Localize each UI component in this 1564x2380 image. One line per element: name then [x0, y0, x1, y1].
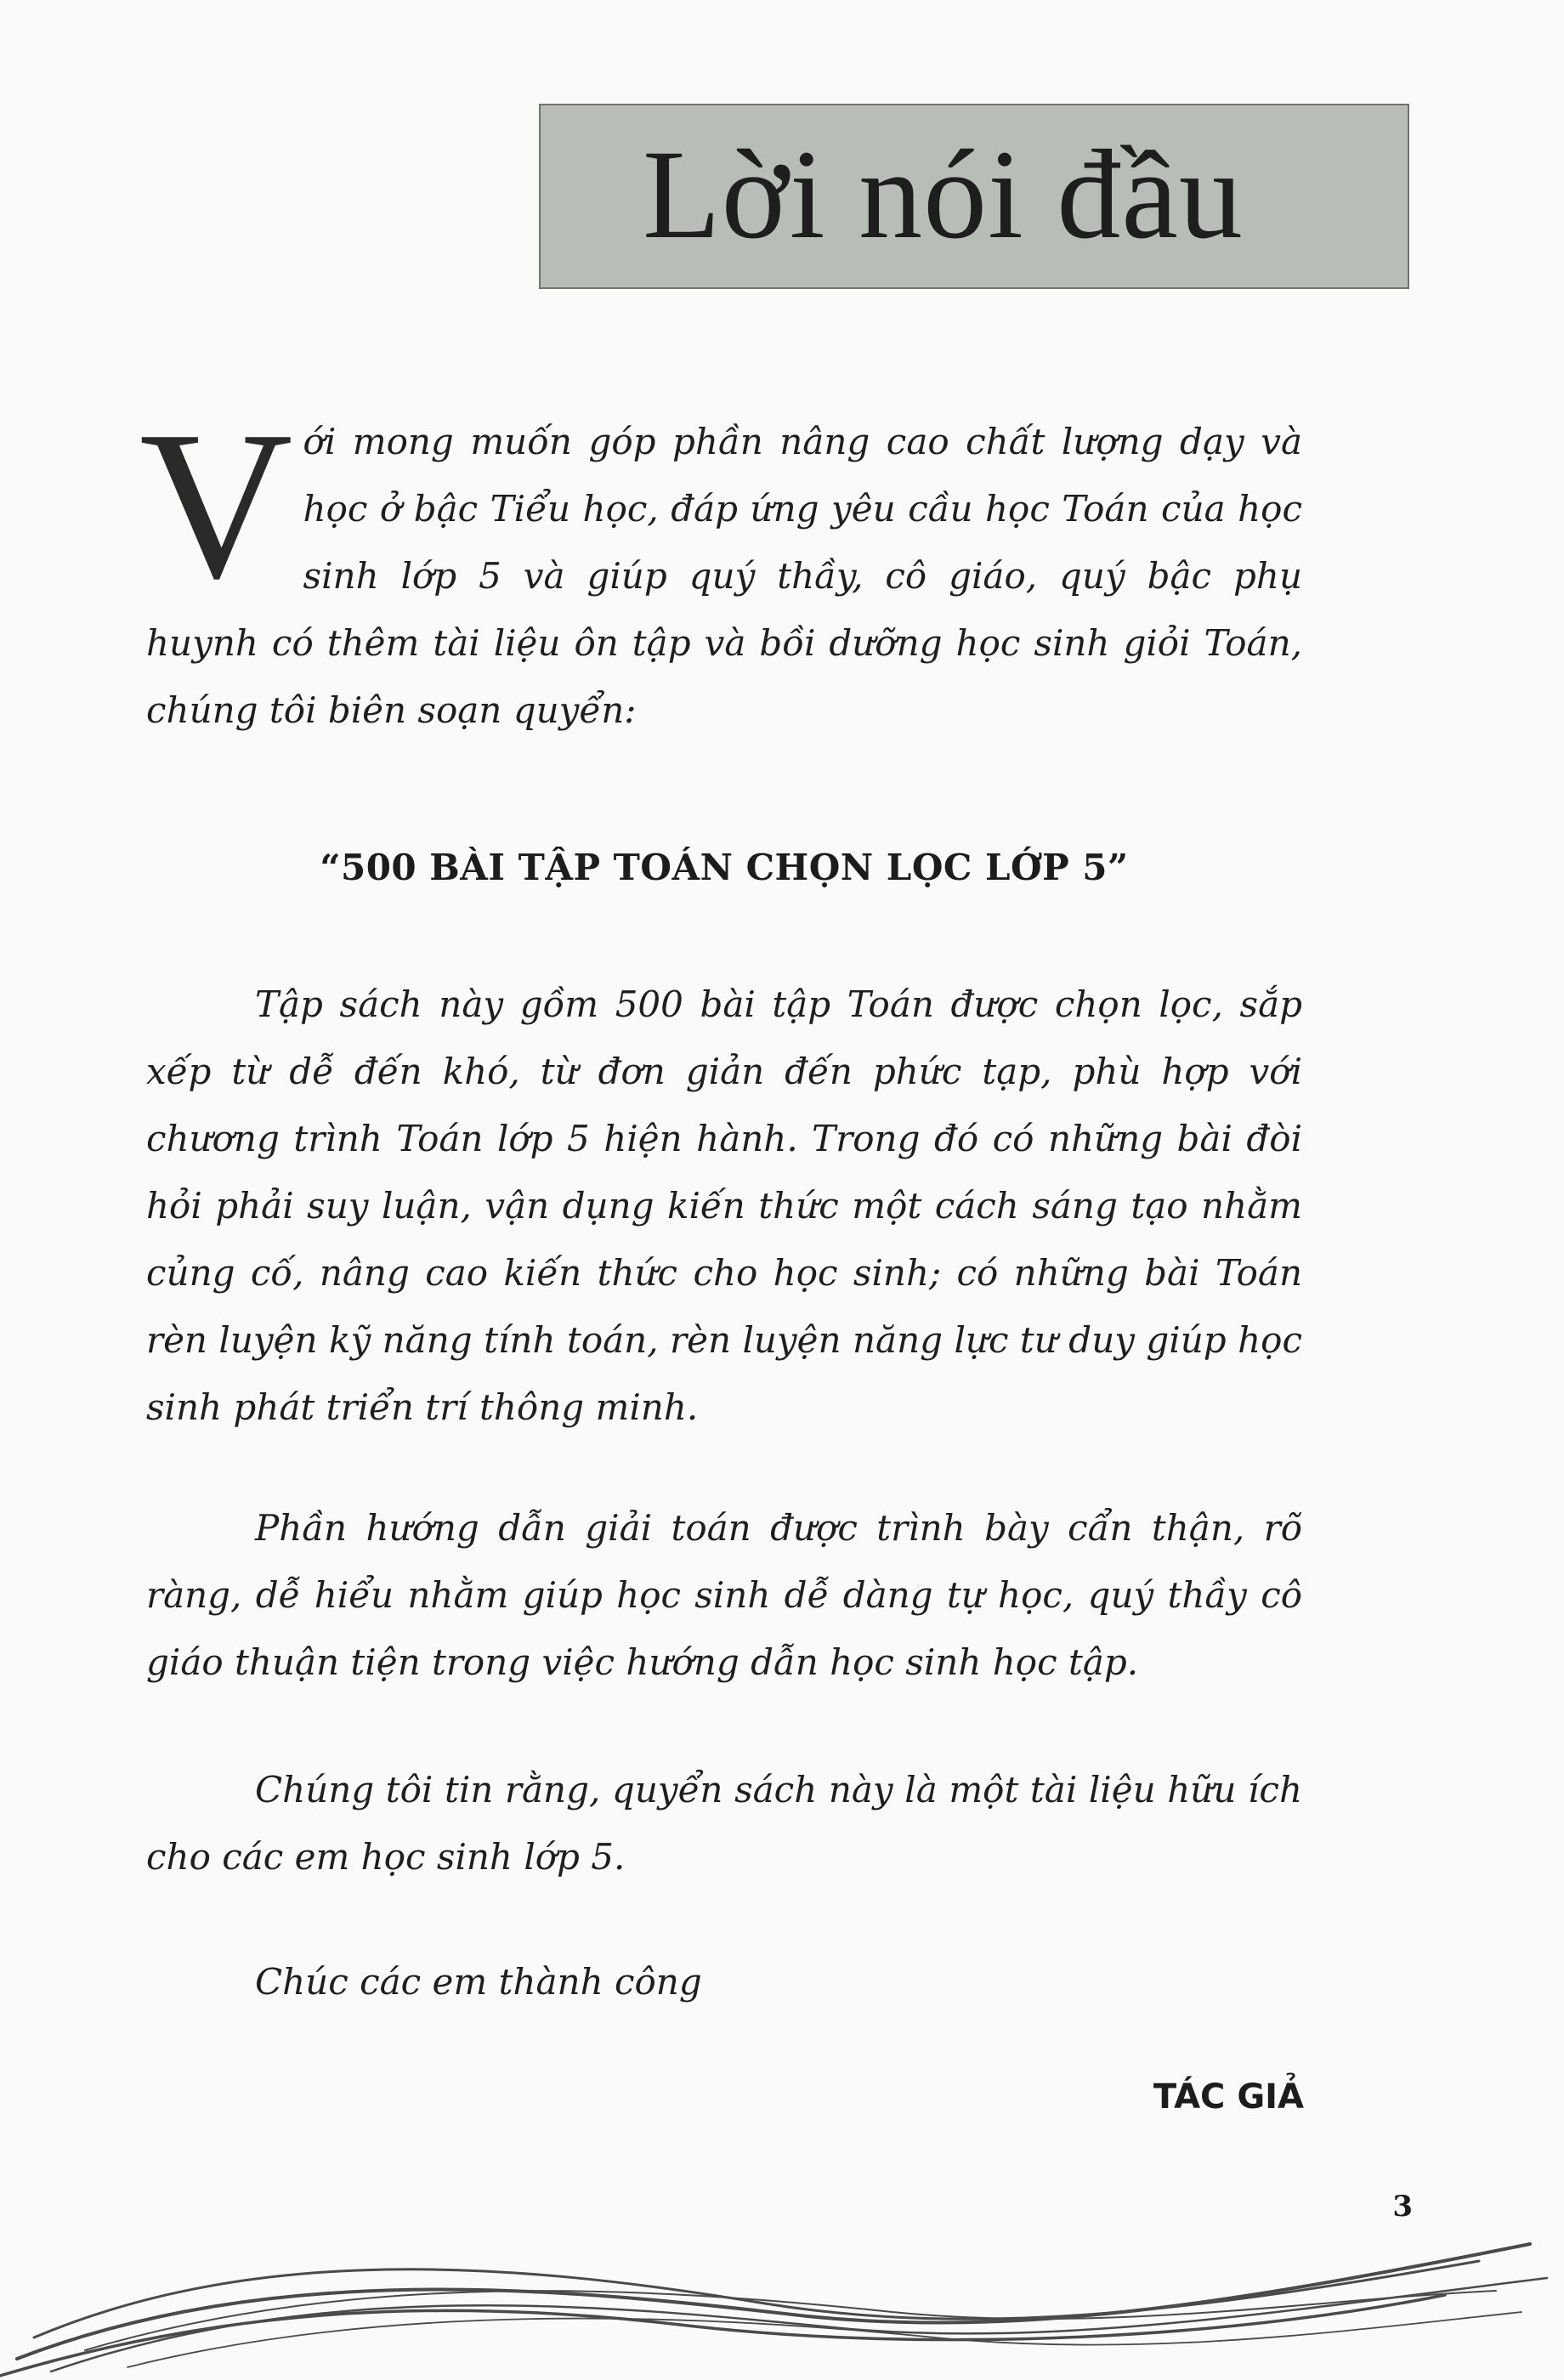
paragraph-wish: Chúc các em thành công: [255, 1961, 702, 2003]
page-number: 3: [1392, 2190, 1413, 2224]
decorative-swoosh: [0, 2210, 1564, 2380]
paragraph-guide: Phần hướng dẫn giải toán được trình bày cẩn thận, rõ ràng, dễ hiểu nhằm giúp học sinh dễ dàng tự học, quý thầy cô giáo thuận tiện trong việc hướng dẫn học sinh học tập.: [146, 1507, 1302, 1683]
swoosh-line: [128, 2312, 1522, 2367]
drop-cap: V: [139, 388, 293, 623]
intro-text: ới mong muốn góp phần nâng cao chất lượng dạy và học ở bậc Tiểu học, đáp ứng yêu cầu học Toán của học sinh lớp 5 và giúp quý thầy, cô giáo, quý bậc phụ huynh có thêm tài liệu ôn tập và bồi dưỡng học sinh giỏi Toán, chúng tôi biên soạn quyển:: [146, 421, 1302, 731]
paragraph-belief: Chúng tôi tin rằng, quyển sách này là một tài liệu hữu ích cho các em học sinh lớp 5.: [146, 1769, 1302, 1878]
book-title: “500 BÀI TẬP TOÁN CHỌN LỌC LỚP 5”: [320, 847, 1129, 888]
title-box: [539, 104, 1409, 289]
paragraph-description: Tập sách này gồm 500 bài tập Toán được chọn lọc, sắp xếp từ dễ đến khó, từ đơn giản đến phức tạp, phù hợp với chương trình Toán lớp 5 hiện hành. Trong đó có những bài đòi hỏi phải suy luận, vận dụng kiến thức một cách sáng tạo nhằm củng cố, nâng cao kiến thức cho học sinh; có những bài Toán rèn luyện kỹ năng tính toán, rèn luyện năng lực tư duy giúp học sinh phát triển trí thông minh.: [146, 983, 1302, 1428]
intro-paragraph: [139, 388, 1302, 744]
swoosh-line: [51, 2278, 1547, 2372]
page-title: Lời nói đầu: [643, 124, 1244, 265]
author-signature: TÁC GIẢ: [1153, 2077, 1304, 2116]
